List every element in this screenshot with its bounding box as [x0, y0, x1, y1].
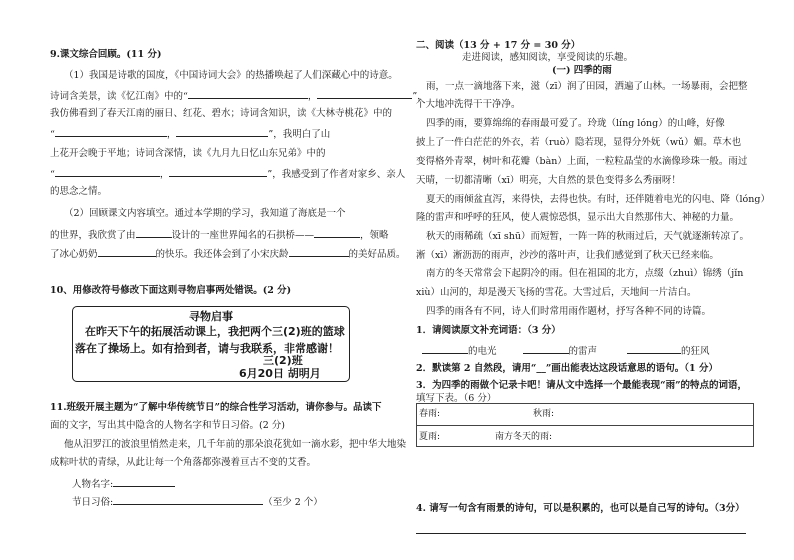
- answer-blank[interactable]: [523, 344, 569, 354]
- q9-text: 的世界，我欣赏了由: [50, 230, 136, 241]
- q2-text: 2．默读第 2 自然段，请用“: [416, 363, 537, 374]
- answer-blank[interactable]: [169, 167, 267, 177]
- q9-text: 的快乐。我还体会到了小宋庆龄: [155, 249, 289, 260]
- section-subtitle: 走进阅读，感知阅读，享受阅读的乐趣。: [462, 52, 634, 63]
- q9-text: 了冰心奶奶: [50, 249, 98, 260]
- q9-part2-line1: （2）回顾课文内容填空。通过本学期的学习，我知道了海底是一个: [64, 208, 346, 219]
- answer-blank[interactable]: [627, 344, 681, 354]
- q1-word: 的狂风: [681, 346, 710, 357]
- rain-record-table: [416, 403, 754, 447]
- passage-line: 夏天的雨倾盆直泻，来得快，去得也快。有时，还伴随着电光的闪电、降（lóng）: [426, 194, 770, 205]
- passage-line: xiù）山河的，却是漫天飞扬的雪花。大雪过后，天地间一片洁白。: [416, 287, 697, 298]
- q9-part1-text: （1）我国是诗歌的国度，《中国诗词大会》的热播唤起了人们深藏心中的诗意。: [64, 70, 398, 81]
- table-winter-label: 南方冬天的雨:: [495, 432, 553, 442]
- passage-line: 隆的雷声和呼呼的狂风，使人震惊恐惧，显示出大自然那伟大、神秘的力量。: [416, 212, 740, 223]
- q2-underline-mark: __: [536, 363, 546, 374]
- q11-name-row: [72, 477, 175, 491]
- q9-text: ”，我明白了山: [268, 129, 331, 140]
- passage-line: 变得格外青翠，树叶和花瓣（bàn）上面，一粒粒晶莹的水滴像珍珠一般。雨过: [416, 156, 748, 167]
- notice-signature-class: 三(2)班: [263, 354, 303, 367]
- q9-part1-line7: 的思念之情。: [50, 186, 108, 197]
- q9-text: ，: [307, 91, 318, 102]
- q11-title: 11.班级开展主题为“了解中华传统节日”的综合性学习活动，请你参与。品读下: [50, 402, 382, 413]
- passage-line: 天晴，一切都清晰（xī）明亮，大自然的景色变得多么秀丽呀！: [416, 175, 681, 186]
- q2-title: [416, 363, 718, 375]
- q10-title: 10、用修改符号修改下面这则寻物启事两处错误。(2 分): [50, 285, 292, 296]
- q9-part1-line2: [50, 89, 427, 103]
- passage-title: (一) 四季的雨: [552, 65, 612, 76]
- passage-line: 四季的雨，要算绵绵的春雨最可爱了。玲珑（líng lóng）的山峰，好像: [426, 118, 725, 129]
- q9-part1-line6: [50, 167, 405, 181]
- q1-word: 的雷声: [568, 346, 598, 357]
- passage-line: 个大地冲洗得干干净净。: [416, 99, 521, 110]
- q9-text: ，领略: [360, 230, 389, 241]
- q9-text: ”，我感受到了作者对家乡、亲人: [267, 169, 406, 180]
- q11-custom-label: 节日习俗:: [72, 497, 114, 508]
- table-spring-label: 春雨:: [419, 409, 441, 419]
- q11-passage: 他从汨罗江的波浪里悄然走来，几千年前的那朵浪花犹如一滴水彩，把中华大地染: [64, 439, 407, 450]
- table-summer-label: 夏雨:: [419, 432, 441, 442]
- answer-blank[interactable]: [136, 228, 172, 238]
- q11-passage: 成粽叶状的青绿，从此让每一个角落都弥漫着亘古不变的艾香。: [50, 457, 317, 468]
- q11-name-label: 人物名字:: [72, 479, 114, 490]
- right-column: [400, 0, 794, 560]
- q1-answers: [422, 344, 710, 358]
- answer-blank[interactable]: [176, 127, 268, 137]
- table-divider: [417, 425, 753, 426]
- q9-part2-line2: [50, 228, 389, 242]
- q1-title: 1．请阅读原文补充词语：（3 分）: [416, 325, 561, 336]
- q2-text: ”画出能表达这段话意思的语句。（1 分）: [545, 363, 718, 374]
- q9-part1-line3: 我仿佛看到了春天江南的丽日、红花、碧水；诗词含知识，读《大林寺桃花》中的: [50, 108, 393, 119]
- q9-text: 的美好品质。: [348, 249, 406, 260]
- q4-title: 4. 请写一句含有雨景的诗句，可以是积累的，也可以是自己写的诗句。（3分）: [416, 503, 745, 514]
- notice-line: 在昨天下午的拓展活动课上，我把两个三(2)班的篮球: [85, 325, 345, 338]
- passage-line: 雨，一点一滴地落下来，滋（zī）润了田园，洒遍了山林。一场暴雨，会把整: [426, 81, 748, 92]
- q11-hint: （至少 2 个）: [263, 497, 323, 508]
- lost-notice-box: [72, 306, 350, 382]
- q11-line: 面的文字，写出其中隐含的人物名字和节日习俗。(2 分): [50, 420, 285, 431]
- passage-line: 秋天的雨稀疏（xī shū）而短暂，一阵一阵的秋雨过后，天气就逐渐转凉了。: [426, 231, 750, 242]
- q3-line: 填写下表。（6 分）: [416, 393, 497, 404]
- answer-blank[interactable]: [317, 89, 412, 99]
- q3-title: 3．为四季的雨做个记录卡吧！请从文中选择一个最能表现“雨”的特点的词语，: [416, 380, 748, 391]
- table-autumn-label: 秋雨:: [533, 409, 555, 419]
- answer-blank[interactable]: [55, 127, 167, 137]
- passage-line: 披上了一件白茫茫的外衣，若（ruò）隐若现，显得分外妩（wǔ）媚。草木也: [416, 137, 742, 148]
- q9-text: “: [50, 129, 55, 140]
- answer-blank[interactable]: [422, 344, 468, 354]
- q9-part2-line3: [50, 247, 406, 261]
- answer-blank[interactable]: [289, 247, 349, 257]
- q9-text: “: [50, 169, 55, 180]
- answer-blank[interactable]: [113, 495, 263, 505]
- answer-blank[interactable]: [98, 247, 156, 257]
- q4-answer-line[interactable]: [416, 533, 746, 534]
- q11-custom-row: [72, 495, 323, 509]
- q1-word: 的电光: [468, 346, 497, 357]
- q9-text: ，: [159, 169, 170, 180]
- notice-title: 寻物启事: [189, 310, 233, 323]
- notice-signature-date: 6月20日 胡明月: [239, 367, 321, 380]
- q9-text: 设计的一座世界闻名的石拱桥——: [171, 230, 315, 241]
- answer-blank[interactable]: [314, 228, 360, 238]
- q9-text: ”，: [412, 91, 427, 102]
- q9-part1-line5: 上花开会晚于平地；诗词含深情，读《九月九日忆山东兄弟》中的: [50, 148, 326, 159]
- passage-line: 南方的冬天常常会下起阴冷的雨。但在祖国的北方，点缀（zhuì）锦绣（jǐn: [426, 268, 744, 279]
- answer-blank[interactable]: [113, 477, 175, 487]
- q9-title: 9.课文综合回顾。(11 分): [50, 49, 162, 60]
- passage-line: 淅（xī）淅沥沥的雨声，沙沙的落叶声，让我们感觉到了秋天已经来临。: [416, 250, 719, 261]
- q9-part1-line4: [50, 127, 330, 141]
- answer-blank[interactable]: [188, 89, 308, 99]
- notice-line: 落在了操场上。如有拾到者，请与我联系，非常感谢！: [75, 342, 339, 355]
- passage-line: 四季的雨各有不同，诗人们时常用雨作题材，抒写各种不同的诗篇。: [426, 306, 712, 317]
- answer-blank[interactable]: [55, 167, 160, 177]
- section-title: 二、阅读（13 分 + 17 分 = 30 分）: [416, 40, 581, 51]
- q9-text: 诗词含美景，读《忆江南》中的“: [50, 91, 188, 102]
- q9-text: ，: [166, 129, 177, 140]
